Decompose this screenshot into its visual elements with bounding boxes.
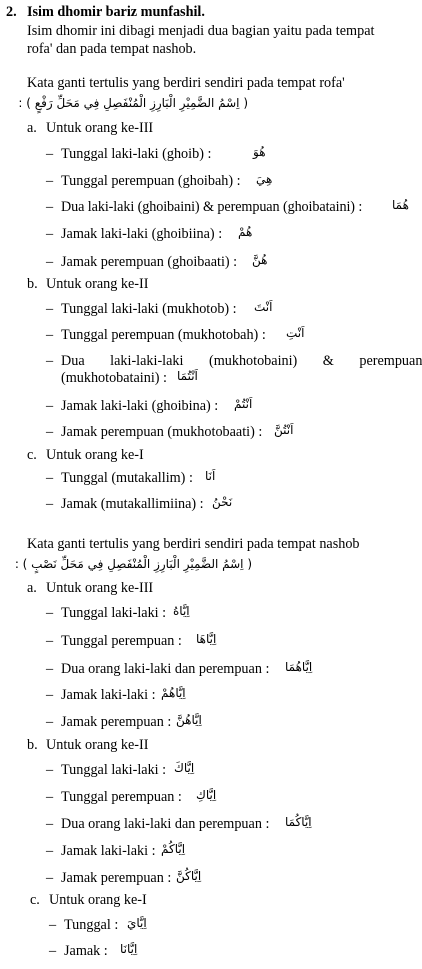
arabic-pronoun: اِيَّاكِ xyxy=(196,788,217,802)
list-item: Tunggal perempuan (mukhotobah) : xyxy=(61,327,266,343)
arabic-pronoun: اَنْتَ xyxy=(254,300,273,314)
arabic-pronoun: اَنَا xyxy=(205,469,216,483)
list-item: Tunggal perempuan (ghoibah) : xyxy=(61,173,241,189)
list-item: Jamak (mutakallimiina) : xyxy=(61,496,204,512)
arabic-pronoun: اِيَّاكُمْ xyxy=(161,842,186,856)
intro-line-1: Isim dhomir ini dibagi menjadi dua bagian yaitu pada tempat xyxy=(27,23,375,39)
list-item: Jamak : xyxy=(64,943,108,959)
list-item: Tunggal laki-laki : xyxy=(61,605,167,621)
list-item: Tunggal perempuan : xyxy=(61,633,182,649)
list-item: Jamak perempuan (mukhotobaati) : xyxy=(61,424,263,440)
arabic-pronoun: اِيَّاهُ xyxy=(173,604,190,618)
arabic-pronoun: اَنْتُمْ xyxy=(234,397,253,411)
intro-line-2: rofa' dan pada tempat nashob. xyxy=(27,41,197,57)
arabic-pronoun: اَنْتُنَّ xyxy=(274,423,294,437)
arabic-pronoun: اِيَّاهُمْ xyxy=(161,686,186,700)
list-item: Jamak perempuan (ghoibaati) : xyxy=(61,254,238,270)
nashob-group-b-letter: b. xyxy=(27,737,38,753)
nashob-group-c-label: Untuk orang ke-I xyxy=(49,892,147,908)
list-item: Tunggal laki-laki : xyxy=(61,762,167,778)
arabic-pronoun: هُوَ xyxy=(253,145,266,159)
list-item: Dua laki-laki (ghoibaini) & perempuan (ghoibataini) : xyxy=(61,199,363,215)
rofa-title: Kata ganti tertulis yang berdiri sendiri pada tempat rofa' xyxy=(27,75,345,91)
arabic-pronoun: اِيَّاكُمَا xyxy=(285,815,312,829)
arabic-pronoun: اِيَّانَا xyxy=(120,942,138,956)
rofa-group-a-label: Untuk orang ke-III xyxy=(46,120,154,136)
nashob-arabic-title: ( اِسْمُ الضَّمِيْرِ الْبَارِزِ الْمُنْفَصِلِ فِي مَحَلِّ نَصْبٍ ) : xyxy=(14,557,252,571)
list-item: Jamak laki-laki : xyxy=(61,687,156,703)
list-item: Tunggal laki-laki (ghoib) : xyxy=(61,146,212,162)
arabic-pronoun: هُمَا xyxy=(392,198,409,212)
nashob-group-a-letter: a. xyxy=(27,580,37,596)
nashob-group-c-letter: c. xyxy=(30,892,40,908)
section-title: Isim dhomir bariz munfashil. xyxy=(27,4,205,20)
arabic-pronoun: اِيَّاكَ xyxy=(174,761,195,775)
list-item: Jamak laki-laki (ghoibiina) : xyxy=(61,226,223,242)
arabic-pronoun: اِيَّايَ xyxy=(127,916,147,930)
rofa-group-b-label: Untuk orang ke-II xyxy=(46,276,149,292)
list-item: Tunggal perempuan : xyxy=(61,789,182,805)
rofa-group-c-label: Untuk orang ke-I xyxy=(46,447,144,463)
arabic-pronoun: اَنْتُمَا xyxy=(177,369,198,383)
list-item: Dua laki-laki-laki (mukhotobaini) & perempuan xyxy=(61,353,422,369)
rofa-group-b-letter: b. xyxy=(27,276,38,292)
list-item: Jamak laki-laki : xyxy=(61,843,156,859)
list-item: Jamak perempuan : xyxy=(61,714,172,730)
arabic-pronoun: اِيَّاهُنَّ xyxy=(176,713,202,727)
list-item: Dua orang laki-laki dan perempuan : xyxy=(61,816,270,832)
list-item: Tunggal : xyxy=(64,917,119,933)
list-item: Tunggal laki-laki (mukhotob) : xyxy=(61,301,237,317)
list-item: Jamak perempuan : xyxy=(61,870,172,886)
arabic-pronoun: هِيَ xyxy=(256,172,273,186)
rofa-arabic-title: ( اِسْمُ الضَّمِيْرِ الْبَارِزِ الْمُنْفَصِلِ فِي مَحَلِّ رَفْعٍ ) : xyxy=(18,96,248,110)
list-item: Tunggal (mutakallim) : xyxy=(61,470,193,486)
arabic-pronoun: اِيَّاكُنَّ xyxy=(176,869,202,883)
nashob-group-b-label: Untuk orang ke-II xyxy=(46,737,149,753)
arabic-pronoun: اِيَّاهَا xyxy=(196,632,217,646)
arabic-pronoun: اَنْتِ xyxy=(286,326,305,340)
rofa-group-a-letter: a. xyxy=(27,120,37,136)
list-item: Dua orang laki-laki dan perempuan : xyxy=(61,661,270,677)
nashob-group-a-label: Untuk orang ke-III xyxy=(46,580,154,596)
nashob-title: Kata ganti tertulis yang berdiri sendiri pada tempat nashob xyxy=(27,536,360,552)
list-item: Jamak laki-laki (ghoibina) : xyxy=(61,398,219,414)
arabic-pronoun: نَحْنُ xyxy=(212,495,233,509)
arabic-pronoun: هُنَّ xyxy=(252,253,268,267)
section-number: 2. xyxy=(6,4,17,20)
rofa-group-c-letter: c. xyxy=(27,447,37,463)
arabic-pronoun: اِيَّاهُمَا xyxy=(285,660,313,674)
arabic-pronoun: هُمْ xyxy=(238,225,253,239)
list-item-continuation: (mukhotobataini) : xyxy=(61,370,167,386)
